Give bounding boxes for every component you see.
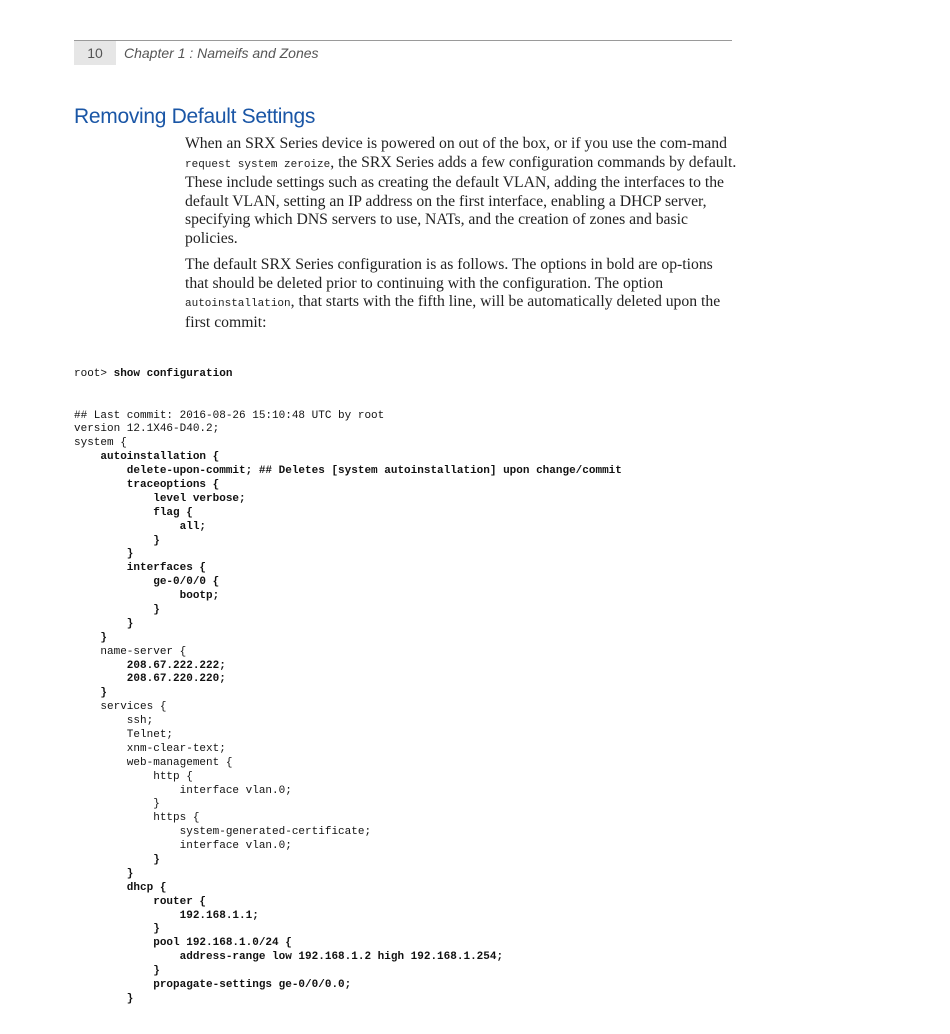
inline-code-zeroize: request system zeroize <box>185 158 331 171</box>
code-line: } <box>74 548 134 561</box>
code-line: } <box>74 923 160 936</box>
code-line: 208.67.222.222; <box>74 659 226 672</box>
code-line: delete-upon-commit; ## Deletes [system autoinstallation] upon change/commit <box>74 465 622 478</box>
code-line: xnm-clear-text; <box>74 742 226 755</box>
paragraph-default-config <box>185 256 737 332</box>
prompt-text: root> <box>74 367 114 380</box>
inline-code-autoinstallation: autoinstallation <box>185 298 291 311</box>
code-line: https { <box>74 812 200 825</box>
paragraph-intro <box>185 135 737 249</box>
paragraph-text: When an SRX Series device is powered on out of the box, or if you use the com-mand <box>185 135 727 152</box>
code-line: } <box>74 631 108 644</box>
code-line: traceoptions { <box>74 478 220 491</box>
code-line: all; <box>74 520 207 533</box>
code-line: interface vlan.0; <box>74 784 292 797</box>
code-line: name-server { <box>74 645 187 658</box>
code-line: } <box>74 965 160 978</box>
page-number: 10 <box>74 41 116 65</box>
code-line: propagate-settings ge-0/0/0.0; <box>74 979 352 992</box>
code-line: pool 192.168.1.0/24 { <box>74 937 292 950</box>
code-line: } <box>74 992 134 1005</box>
code-line: services { <box>74 701 167 714</box>
code-line-prompt <box>74 368 622 382</box>
paragraph-text: , that starts with the fifth line, will be automatically deleted upon the first commit: <box>185 293 721 331</box>
code-line: 208.67.220.220; <box>74 673 226 686</box>
code-line: bootp; <box>74 590 220 603</box>
code-line: } <box>74 867 134 880</box>
code-line: level verbose; <box>74 492 246 505</box>
code-line: autoinstallation { <box>74 451 220 464</box>
code-line: version 12.1X46-D40.2; <box>74 423 220 436</box>
code-line: } <box>74 687 108 700</box>
code-line: system { <box>74 437 127 450</box>
code-line: } <box>74 534 160 547</box>
paragraph-text: The default SRX Series configuration is as follows. The options in bold are op-tions that should be deleted prior to continuing with the configuration. The option <box>185 256 713 292</box>
code-line: interface vlan.0; <box>74 840 292 853</box>
code-line: } <box>74 603 160 616</box>
code-line: } <box>74 798 160 811</box>
code-line: flag { <box>74 506 193 519</box>
code-line: ge-0/0/0 { <box>74 576 220 589</box>
code-line: ssh; <box>74 715 154 728</box>
code-lines <box>74 410 622 1007</box>
running-head: Chapter 1 : Nameifs and Zones <box>124 45 319 61</box>
code-line: } <box>74 854 160 867</box>
paragraph-text: , the SRX Series adds a few configuration commands by default. These include settings such as creating the default VLAN, adding the interfaces to the default VLAN, setting an IP address on the first interface, enabling a DHCP server, specifying which DNS servers to use, NATs, and the creation of zones and basic policies. <box>185 153 737 247</box>
code-line: address-range low 192.168.1.2 high 192.168.1.254; <box>74 951 504 964</box>
command-text: show configuration <box>113 367 233 380</box>
code-line: ## Last commit: 2016-08-26 15:10:48 UTC by root <box>74 409 385 422</box>
code-line: } <box>74 617 134 630</box>
code-line: http { <box>74 770 193 783</box>
code-line: system-generated-certificate; <box>74 826 372 839</box>
code-line: dhcp { <box>74 881 167 894</box>
code-line: 192.168.1.1; <box>74 909 259 922</box>
code-line: Telnet; <box>74 729 174 741</box>
code-line: interfaces { <box>74 562 207 575</box>
code-line: router { <box>74 895 207 908</box>
code-line: web-management { <box>74 756 233 769</box>
section-title: Removing Default Settings <box>74 105 316 128</box>
code-listing <box>74 340 622 1021</box>
